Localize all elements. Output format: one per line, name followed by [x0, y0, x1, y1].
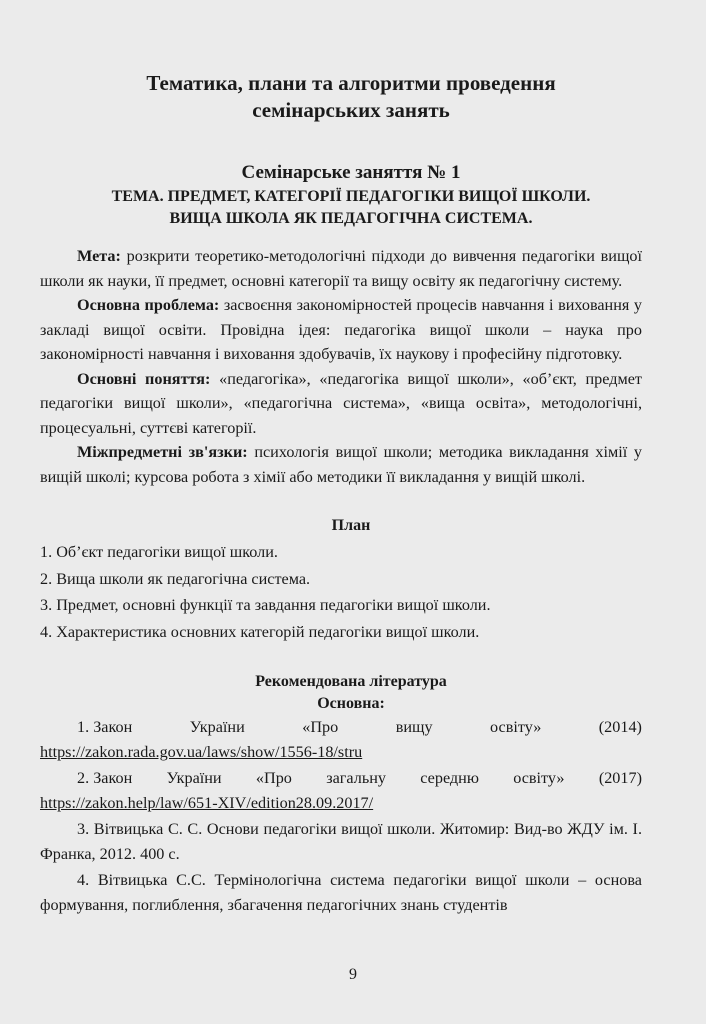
page-number: 9 — [349, 966, 357, 983]
plan-item: 1. Об’єкт педагогіки вищої школи. — [40, 543, 278, 561]
reference-3: 3. Вітвицька С. С. Основи педагогіки вищої школи. Житомир: Вид-во ЖДУ ім. І. Франка, 2012. 400 с. — [40, 820, 642, 863]
interdisciplinary-text: психологія вищої школи; методика викладання хімії у вищій школі; курсова робота з хімії або методики її викладання у вищій школі. — [40, 443, 642, 486]
literature-heading: Рекомендована література — [255, 673, 447, 690]
problem-label: Основна проблема: — [77, 296, 220, 314]
interdisciplinary-label: Міжпредметні зв'язки: — [77, 443, 248, 461]
goal-paragraph — [40, 244, 642, 293]
literature-subheading: Основна: — [317, 695, 385, 712]
reference-2-line — [40, 766, 642, 791]
ref2-word: 2. Закон — [77, 769, 133, 787]
topic-line-2: ВИЩА ШКОЛА ЯК ПЕДАГОГІЧНА СИСТЕМА. — [169, 210, 533, 227]
plan-item: 4. Характеристика основних категорій педагогіки вищої школи. — [40, 622, 480, 641]
concepts-paragraph — [40, 367, 642, 441]
goal-label: Мета: — [77, 247, 121, 265]
plan-heading: План — [331, 517, 371, 534]
reference-2-link[interactable]: https://zakon.help/law/651-XIV/edition28.09.2017/ — [40, 793, 374, 812]
problem-paragraph — [40, 293, 642, 367]
topic-heading — [60, 186, 642, 230]
goal-text: розкрити теоретико-методологічні підходи до вивчення педагогіки вищої школи як науки, її предмет, основні категорії та вищу освіту як педагогічну систему. — [40, 247, 642, 290]
ref1-word: освіту» — [490, 718, 542, 736]
ref2-word: «Про — [255, 769, 292, 787]
title-line-2: семінарських занять — [252, 98, 450, 122]
reference-4: 4. Вітвицька С.С. Термінологічна система педагогіки вищої школи – основа формування, поглиблення, збагачення педагогічних знань студентів — [40, 871, 642, 914]
concepts-label: Основні поняття: — [77, 369, 211, 388]
reference-2 — [40, 766, 642, 815]
ref1-word: України — [189, 718, 245, 736]
problem-text: засвоєння закономірностей процесів навчання і виховання у закладі вищої освіти. Провідна ідея: педагогіка вищої школи – наука про закономірності навчання і виховання здобувачів, їх наукову і професійну підготовку. — [40, 296, 642, 363]
ref2-word: загальну — [326, 769, 386, 787]
reference-1 — [40, 715, 642, 764]
concepts-text: «педагогіка», «педагогіка вищої школи», «об’єкт, предмет педагогіки вищої школи», «педагогічна система», «вища освіта», методологічні, процесуальні, суттєві категорії. — [40, 369, 642, 437]
ref1-word: (2014) — [598, 718, 642, 736]
plan-item: 2. Вища школи як педагогічна система. — [40, 569, 311, 588]
plan-list — [40, 539, 642, 645]
plan-item: 3. Предмет, основні функції та завдання педагогіки вищої школи. — [40, 596, 491, 614]
reference-1-link[interactable]: https://zakon.rada.gov.ua/laws/show/1556-18/stru — [40, 742, 363, 761]
ref2-word: освіту» — [513, 769, 565, 787]
document-title — [60, 70, 642, 124]
topic-line-1: ТЕМА. ПРЕДМЕТ, КАТЕГОРІЇ ПЕДАГОГІКИ ВИЩОЇ ШКОЛИ. — [111, 188, 591, 205]
ref2-word: середню — [420, 769, 479, 787]
ref2-word: (2017) — [598, 769, 642, 787]
seminar-heading: Семінарське заняття № 1 — [241, 162, 461, 183]
ref2-word: України — [166, 769, 222, 787]
title-line-1: Тематика, плани та алгоритми проведення — [146, 71, 556, 95]
ref1-word: вищу — [395, 718, 433, 736]
interdisciplinary-paragraph — [40, 440, 642, 489]
ref1-word: 1. Закон — [77, 718, 133, 736]
reference-1-line — [40, 715, 642, 740]
ref1-word: «Про — [302, 718, 339, 736]
